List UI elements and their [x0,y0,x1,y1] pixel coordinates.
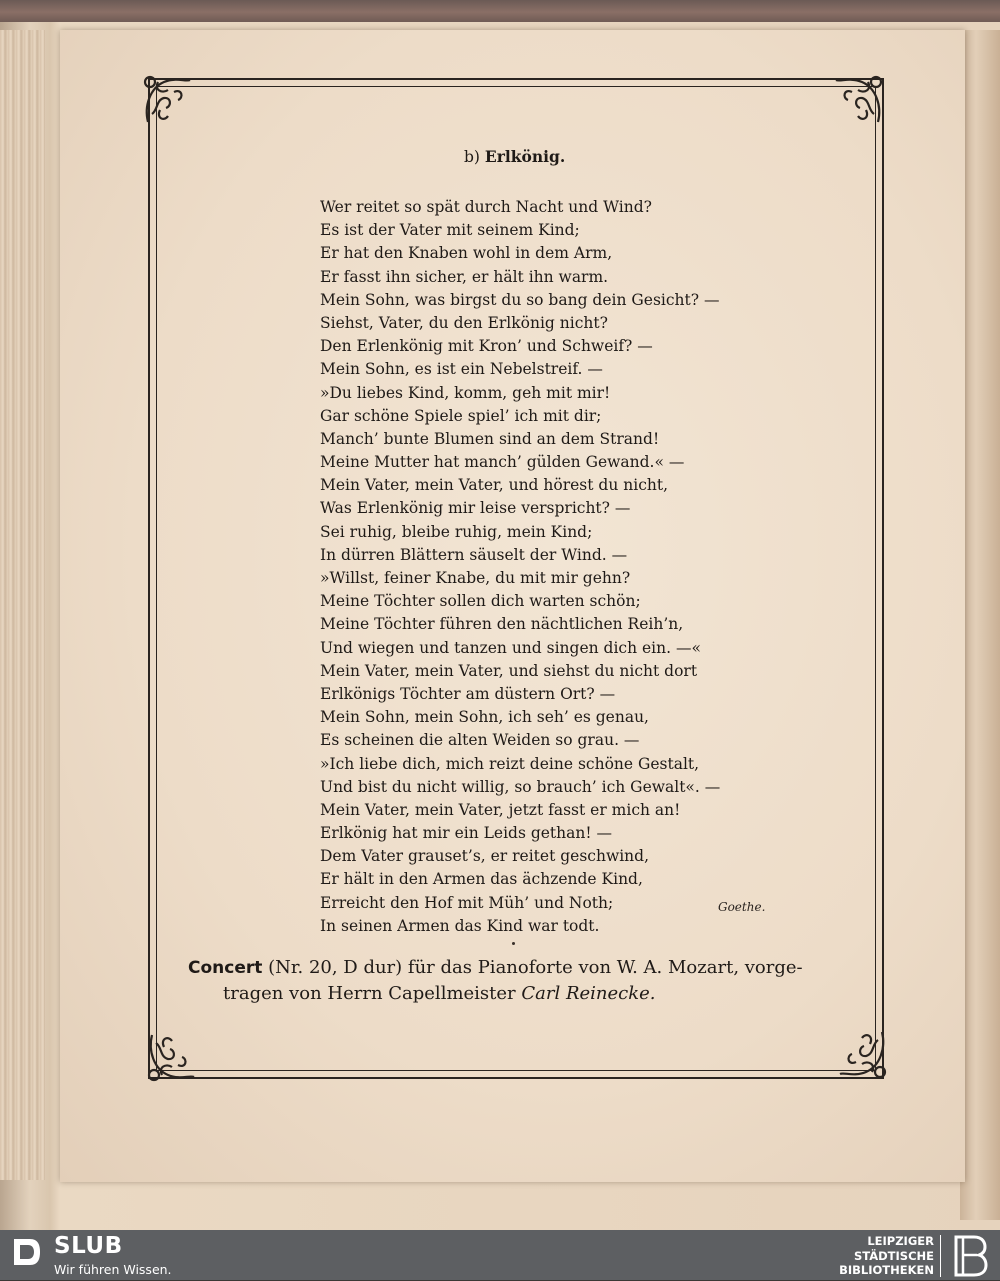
slub-logo-icon[interactable] [10,1235,44,1269]
poem-line: Manch’ bunte Blumen sind an dem Strand! [320,429,660,448]
poem-line: Er fasst ihn sicher, er hält ihn warm. [320,267,609,286]
poem-line: »Ich liebe dich, mich reizt deine schöne Gestalt, [320,754,700,773]
poem-line: Er hält in den Armen das ächzende Kind, [320,870,643,889]
poem-line: Er hat den Knaben wohl in dem Arm, [320,244,613,263]
heading-prefix: b) [464,148,480,166]
poem-line: Erreicht den Hof mit Müh’ und Noth; [320,893,614,912]
poem-line: Und bist du nicht willig, so brauch’ ich Gewalt«. — [320,777,721,796]
slub-name: SLUB [54,1233,123,1259]
poem-line: Mein Sohn, mein Sohn, ich seh’ es genau, [320,708,649,727]
poem-line: Es ist der Vater mit seinem Kind; [320,221,580,240]
right-page-edge [960,30,1000,1220]
poem-title: Erlkönig. [484,147,566,166]
poem-line: Meine Mutter hat manch’ gülden Gewand.« — [320,453,685,472]
poem-line: Dem Vater grauset’s, er reitet geschwind, [320,847,649,866]
poem-line: Mein Vater, mein Vater, jetzt fasst er mich an! [320,800,681,819]
poem-line: Mein Sohn, was birgst du so bang dein Gesicht? — [320,290,720,309]
poem-line: Meine Töchter führen den nächtlichen Reih’n, [320,615,684,634]
footer-bar [0,1230,1000,1280]
poem-line: Was Erlenkönig mir leise verspricht? — [320,499,631,518]
poem-line: Es scheinen die alten Weiden so grau. — [320,731,640,750]
poem-line: Den Erlenkönig mit Kron’ und Schweif? — [320,337,653,356]
corner-flourish-icon [826,70,888,132]
poem-line: Mein Vater, mein Vater, und hörest du nicht, [320,476,669,495]
corner-flourish-icon [830,1022,892,1084]
lsb-line-1: LEIPZIGER [867,1234,934,1248]
concert-description: (Nr. 20, D dur) für das Pianoforte von W. A. Mozart, vorge- [262,957,803,978]
concert-entry [188,955,858,1006]
poem-line: Meine Töchter sollen dich warten schön; [320,592,641,611]
leipzig-libraries-name [820,1234,934,1278]
concert-performer-prefix: tragen von Herrn Capellmeister [223,983,522,1004]
left-page-edges [0,30,45,1180]
poem-line: Wer reitet so spät durch Nacht und Wind? [320,198,652,216]
poem-line: Sei ruhig, bleibe ruhig, mein Kind; [320,522,593,541]
lsb-line-3: BIBLIOTHEKEN [839,1263,934,1277]
separator-dot [512,942,515,945]
poem-line: Erlkönig hat mir ein Leids gethan! — [320,824,613,843]
concert-performer: Carl Reinecke. [521,983,656,1004]
concert-title: Concert [188,958,263,978]
poem-line: Siehst, Vater, du den Erlkönig nicht? [320,313,608,332]
poem-line: In seinen Armen das Kind war todt. [320,916,600,935]
poem-line: »Du liebes Kind, komm, geh mit mir! [320,383,611,402]
leipzig-libraries-logo-icon[interactable] [950,1235,990,1277]
corner-flourish-icon [142,1025,204,1087]
slub-tagline: Wir führen Wissen. [54,1262,172,1277]
poem-text [320,196,720,938]
corner-flourish-icon [138,70,200,132]
poem-line: Und wiegen und tanzen und singen dich ein. —« [320,638,701,657]
poem-line: Mein Sohn, es ist ein Nebelstreif. — [320,360,603,379]
poem-line: »Willst, feiner Knabe, du mit mir gehn? [320,569,631,587]
poem-heading [464,147,565,166]
poem-line: Mein Vater, mein Vater, und siehst du nicht dort [320,661,698,680]
poem-line: Erlkönigs Töchter am düstern Ort? — [320,684,616,703]
footer-divider [940,1235,941,1277]
lsb-line-2: STÄDTISCHE [853,1248,934,1263]
poem-line: In dürren Blättern säuselt der Wind. — [320,545,628,564]
poem-line: Gar schöne Spiele spiel’ ich mit dir; [320,406,602,425]
poem-author: Goethe. [718,900,766,914]
concert-line-1 [188,955,858,981]
concert-line-2 [188,981,858,1006]
